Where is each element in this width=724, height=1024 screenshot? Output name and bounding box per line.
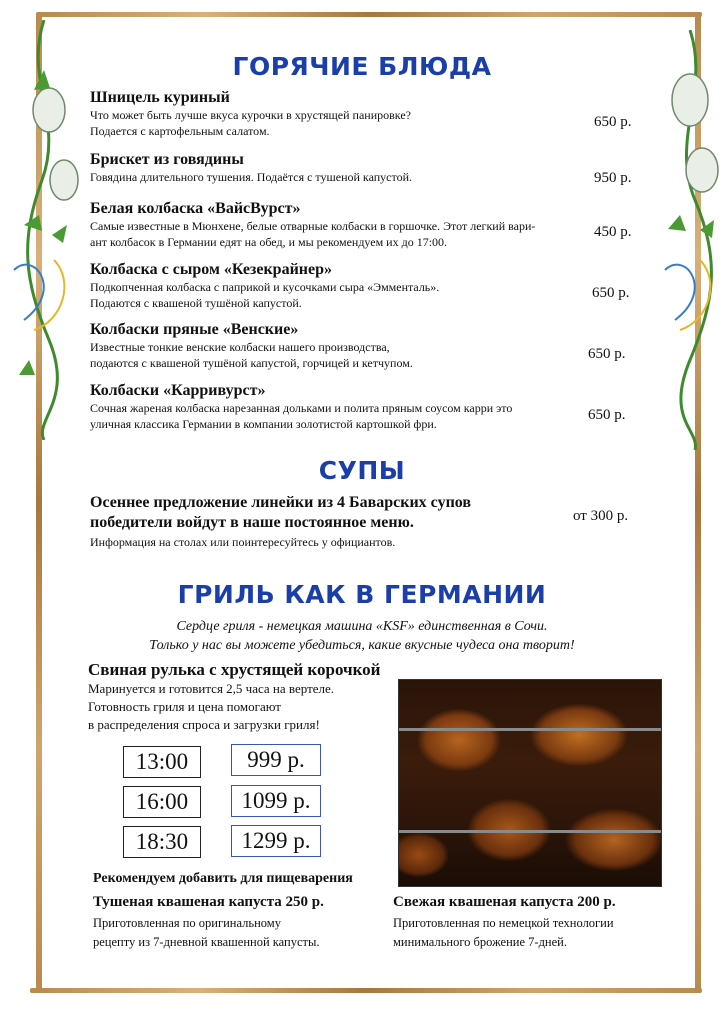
side-dish-desc: Приготовленная по немецкой технологии минимального брожение 7-дней. <box>393 916 614 949</box>
rulka-title: Свиная рулька с хрустящей корочкой <box>88 660 381 679</box>
dish-item <box>90 321 590 371</box>
time-box: 16:00 <box>123 786 201 818</box>
left-vine-icon <box>4 20 84 440</box>
dish-desc: Самые известные в Мюнхене, белые отварные колбаски в горшочке. Этот легкий вари- ант колбасок в Германии едят на обед, и мы рекомендуем их до 17:00. <box>90 219 536 249</box>
recommend-title: Рекомендуем добавить для пищеварения <box>93 871 353 886</box>
soup-title: Осеннее предложение линейки из 4 Баварских супов победители войдут в наше постоянное меню. <box>90 494 472 531</box>
side-dish-title: Тушеная квашеная капуста 250 р. <box>93 894 324 910</box>
price-box: 1099 р. <box>231 785 321 817</box>
dish-name: Колбаска с сыром «Кезекрайнер» <box>90 261 333 278</box>
dish-desc: Известные тонкие венские колбаски нашего производства, подаются с квашеной тушёной капустой, горчицей и кетчупом. <box>90 340 413 370</box>
side-dish-desc: Приготовленная по оригинальному рецепту из 7-дневной квашенной капусты. <box>93 916 320 949</box>
frame-bottom <box>30 988 702 993</box>
time-box: 18:30 <box>123 826 201 858</box>
dish-name: Колбаски «Карривурст» <box>90 382 266 399</box>
dish-price: 650 р. <box>594 114 632 130</box>
soup-info: Информация на столах или поинтересуйтесь у официантов. <box>90 535 396 549</box>
dish-desc: Сочная жареная колбаска нарезанная дольками и полита пряным соусом карри это уличная классика Германии в компании золотистой картошкой фри. <box>90 401 513 431</box>
section-heading-soups: СУПЫ <box>318 456 406 485</box>
dish-desc: Что может быть лучше вкуса курочки в хрустящей панировке? Подается с картофельным салатом. <box>90 108 411 138</box>
dish-item <box>90 89 590 139</box>
grilled-pork-knuckle-photo <box>398 679 662 887</box>
dish-desc: Подкопченная колбаска с паприкой и кусочками сыра «Эмменталь». Подаются с квашеной тушёной капустой. <box>90 280 440 310</box>
frame-top <box>38 12 702 17</box>
section-heading-hot: ГОРЯЧИЕ БЛЮДА <box>232 52 492 81</box>
dish-item <box>90 200 590 250</box>
dish-desc: Говядина длительного тушения. Подаётся с тушеной капустой. <box>90 170 413 184</box>
dish-item <box>90 261 590 311</box>
spit-rod <box>399 728 661 731</box>
dish-name: Колбаски пряные «Венские» <box>90 321 299 338</box>
dish-price: 650 р. <box>588 346 626 362</box>
soup-price: от 300 р. <box>573 508 629 524</box>
dish-price: 450 р. <box>594 224 632 240</box>
grill-intro-line2: Только у нас вы можете убедиться, какие вкусные чудеса она творит! <box>149 638 575 653</box>
grill-intro-line1: Сердце гриля - немецкая машина «KSF» единственная в Сочи. <box>176 619 548 634</box>
dish-item <box>90 151 590 185</box>
section-heading-grill: ГРИЛЬ КАК В ГЕРМАНИИ <box>177 580 547 609</box>
price-box: 999 р. <box>231 744 321 776</box>
dish-name: Брискет из говядины <box>90 151 244 168</box>
dish-price: 650 р. <box>588 407 626 423</box>
spit-rod <box>399 830 661 833</box>
right-vine-icon <box>660 30 724 450</box>
dish-name: Шницель куриный <box>90 89 230 106</box>
dish-item <box>90 382 590 432</box>
dish-price: 950 р. <box>594 170 632 186</box>
dish-name: Белая колбаска «ВайсВурст» <box>90 200 301 217</box>
dish-price: 650 р. <box>592 285 630 301</box>
time-box: 13:00 <box>123 746 201 778</box>
rulka-desc: Маринуется и готовится 2,5 часа на вертеле. Готовность гриля и цена помогают в распределения спроса и загрузки гриля! <box>88 681 335 732</box>
price-box: 1299 р. <box>231 825 321 857</box>
side-dish-title: Свежая квашеная капуста 200 р. <box>393 894 616 910</box>
